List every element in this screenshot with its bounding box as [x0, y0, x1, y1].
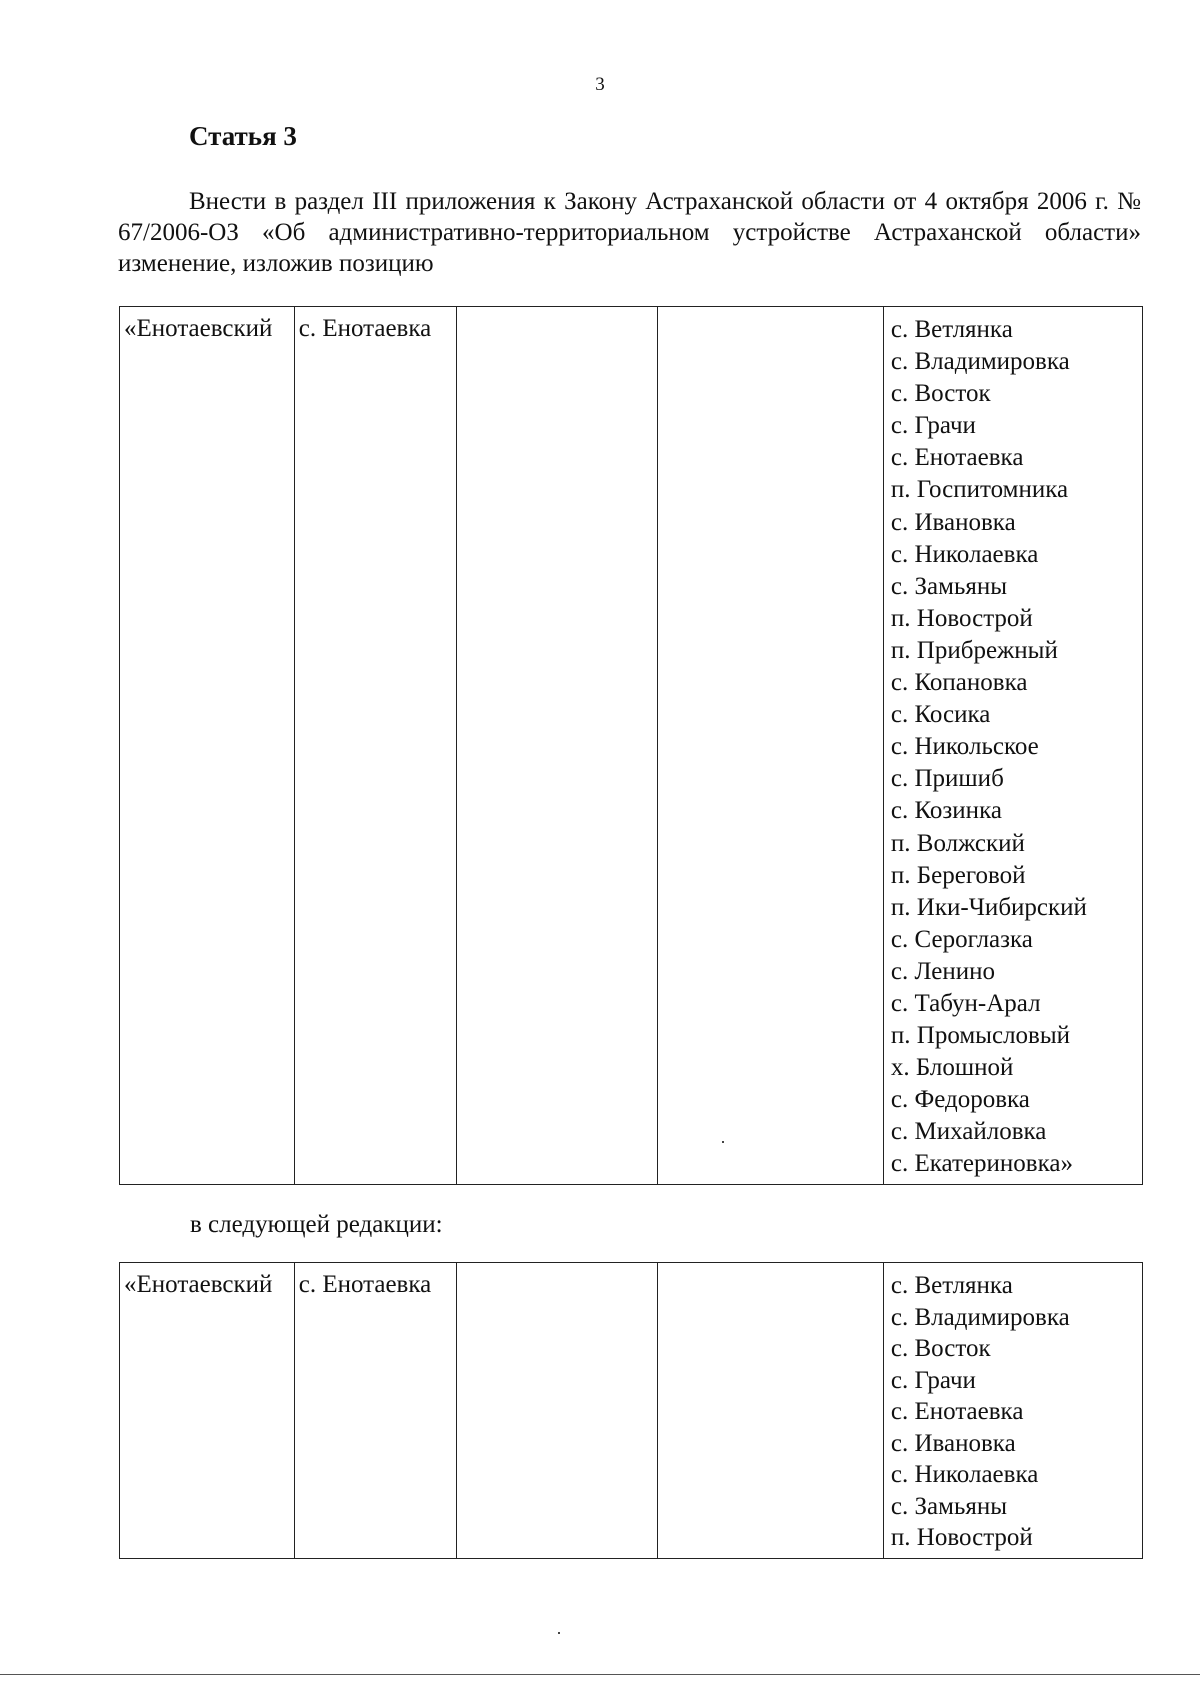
scan-speck [558, 1632, 560, 1634]
transition-text: в следующей редакции: [190, 1211, 443, 1238]
settlement-item: с. Николаевка [890, 1461, 1039, 1488]
table-row [120, 307, 1143, 1185]
settlement-item: с. Восток [890, 1335, 991, 1362]
settlement-item: с. Замьяны [890, 1492, 1008, 1520]
settlement-item: с. Ветлянка [890, 1272, 1013, 1299]
new-position-table [119, 1262, 1143, 1559]
settlement-item: с. Грачи [890, 1366, 976, 1394]
scan-speck [722, 1141, 724, 1143]
settlement-item: с. Владимировка [890, 1303, 1070, 1331]
administrative-center: с. Енотаевка [298, 315, 432, 342]
settlement-item: с. Екатериновка» [890, 1150, 1073, 1178]
settlement-item: с. Копановка [890, 669, 1028, 697]
intro-paragraph: Внести в раздел III приложения к Закону Астраханской области от 4 октября 2006 г. № 67/2006-ОЗ «Об административно-территориальном устройстве Астраханской области» изменение, изложив позицию [118, 188, 1141, 277]
settlement-item: с. Козинка [890, 797, 1002, 825]
center-cell [294, 1263, 457, 1559]
settlement-item: п. Ики-Чибирский [890, 893, 1087, 921]
settlement-item: с. Федоровка [890, 1086, 1030, 1114]
settlement-item: с. Ленино [890, 957, 996, 985]
settlement-item: с. Ветлянка [890, 316, 1013, 343]
settlement-item: с. Замьяны [890, 572, 1008, 600]
settlement-item: с. Табун-Арал [890, 989, 1041, 1017]
settlement-item: п. Береговой [890, 861, 1026, 889]
center-cell [294, 307, 457, 1185]
settlements-cell [883, 1263, 1142, 1559]
settlement-item: с. Ивановка [890, 1429, 1016, 1457]
settlement-list [888, 1270, 1138, 1554]
settlement-item: с. Владимировка [890, 348, 1070, 376]
empty-cell [658, 307, 884, 1185]
settlement-item: п. Промысловый [890, 1022, 1071, 1050]
settlement-item: с. Пришиб [890, 765, 1004, 793]
settlement-item: п. Волжский [890, 829, 1025, 857]
district-name: «Енотаевский [124, 315, 273, 342]
settlement-item: с. Николаевка [890, 540, 1039, 568]
settlement-item: с. Грачи [890, 412, 976, 440]
settlement-item: с. Енотаевка [890, 1398, 1024, 1425]
settlement-item: с. Ивановка [890, 508, 1016, 536]
district-cell [120, 1263, 295, 1559]
settlement-list [888, 314, 1138, 1181]
settlement-item: с. Михайловка [890, 1118, 1047, 1146]
settlement-item: с. Сероглазка [890, 925, 1033, 953]
settlement-item: п. Новострой [890, 604, 1033, 632]
settlement-item: п. Прибрежный [890, 636, 1058, 664]
settlement-item: п. Новострой [890, 1524, 1033, 1551]
district-cell [120, 307, 295, 1185]
page-number: 3 [595, 74, 605, 95]
settlement-item: с. Косика [890, 701, 991, 729]
settlement-item: с. Енотаевка [890, 444, 1024, 472]
table-row [120, 1263, 1143, 1559]
administrative-center: с. Енотаевка [298, 1271, 432, 1298]
article-heading: Статья 3 [189, 121, 297, 151]
old-position-table [119, 306, 1143, 1185]
empty-cell [658, 1263, 884, 1559]
empty-cell [457, 307, 658, 1185]
settlement-item: п. Госпитомника [890, 476, 1069, 504]
settlements-cell [883, 307, 1142, 1185]
settlement-item: с. Никольское [890, 733, 1039, 761]
settlement-item: х. Блошной [890, 1054, 1014, 1082]
settlement-item: с. Восток [890, 380, 991, 408]
empty-cell [457, 1263, 658, 1559]
district-name: «Енотаевский [124, 1271, 273, 1298]
scan-edge-line [0, 1674, 1200, 1675]
